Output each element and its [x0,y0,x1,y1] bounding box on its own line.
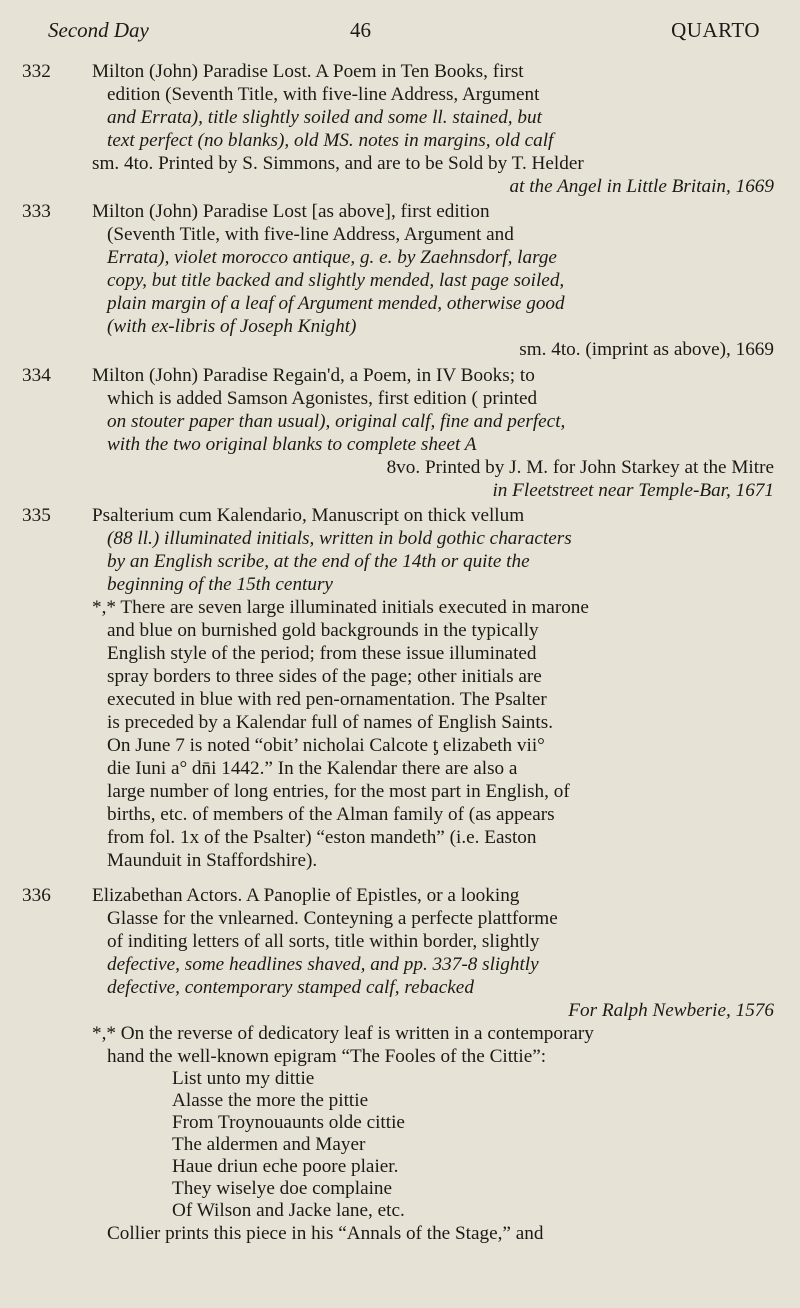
lot-332 [22,60,782,198]
lot-line: beginning of the 15th century [107,574,333,595]
lot-335 [22,504,782,872]
note-line: spray borders to three sides of the page; other initials are [107,666,542,687]
lot-number: 334 [22,365,51,386]
lot-line: text perfect (no blanks), old MS. notes in margins, old calf [107,130,554,151]
lot-334 [22,364,782,502]
note-line: Maunduit in Staffordshire). [107,850,318,871]
header-day: Second Day [48,18,149,42]
lot-line: edition (Seventh Title, with five-line Address, Argument [107,84,540,105]
lot-number: 336 [22,885,51,906]
lot-line: copy, but title backed and slightly mended, last page soiled, [107,270,565,291]
lot-line: (with ex-libris of Joseph Knight) [107,316,357,337]
poem-line: From Troynouaunts olde cittie [172,1112,405,1133]
note-line: births, etc. of members of the Alman family of (as appears [107,804,555,825]
note-line: executed in blue with red pen-ornamentation. The Psalter [107,689,547,710]
lot-number: 332 [22,61,51,82]
poem-line: Haue driun eche poore plaier. [172,1156,399,1177]
lot-line: Glasse for the vnlearned. Conteyning a perfecte plattforme [107,908,558,929]
lot-line: (88 ll.) illuminated initials, written in bold gothic characters [107,528,572,549]
lot-line: Milton (John) Paradise Regain'd, a Poem, in IV Books; to [92,365,535,386]
poem-line: List unto my dittie [172,1068,315,1089]
page-number: 46 [350,18,371,42]
lot-line: and Errata), title slightly soiled and some ll. stained, but [107,107,542,128]
epigram [92,1068,782,1222]
lot-336 [22,884,782,1245]
lot-line: Milton (John) Paradise Lost. A Poem in Ten Books, first [92,61,524,82]
lot-line: defective, some headlines shaved, and pp. 337-8 slightly [107,954,539,975]
running-header [48,18,760,48]
lot-line: Milton (John) Paradise Lost [as above], first edition [92,201,490,222]
note-line: English style of the period; from these issue illuminated [107,643,537,664]
lot-333 [22,200,782,361]
lot-number: 333 [22,201,51,222]
lot-line: plain margin of a leaf of Argument mended, otherwise good [107,293,565,314]
lot-line: by an English scribe, at the end of the 14th or quite the [107,551,530,572]
lot-number: 335 [22,505,51,526]
note-line: large number of long entries, for the most part in English, of [107,781,570,802]
note-line: from fol. 1x of the Psalter) “eston mandeth” (i.e. Easton [107,827,537,848]
note-line: *,* There are seven large illuminated initials executed in marone [92,597,589,618]
lot-line: sm. 4to. (imprint as above), 1669 [519,339,774,360]
lot-line: Psalterium cum Kalendario, Manuscript on thick vellum [92,505,525,526]
lot-line: (Seventh Title, with five-line Address, Argument and [107,224,514,245]
lot-line: in Fleetstreet near Temple-Bar, 1671 [492,480,774,501]
lot-line: sm. 4to. Printed by S. Simmons, and are to be Sold by T. Helder [92,153,584,174]
note-line: and blue on burnished gold backgrounds in the typically [107,620,539,641]
lot-line: 8vo. Printed by J. M. for John Starkey at the Mitre [386,457,774,478]
note-line: hand the well-known epigram “The Fooles of the Cittie”: [107,1046,547,1067]
lot-line: at the Angel in Little Britain, 1669 [509,176,774,197]
lot-line: with the two original blanks to complete sheet A [107,434,477,455]
lot-line: Errata), violet morocco antique, g. e. by Zaehnsdorf, large [107,247,557,268]
lot-line: For Ralph Newberie, 1576 [568,1000,774,1021]
note-line: *,* On the reverse of dedicatory leaf is written in a contemporary [92,1023,594,1044]
note-line: Collier prints this piece in his “Annals of the Stage,” and [107,1223,544,1244]
note-line: die Iuni a° dn̄i 1442.” In the Kalendar there are also a [107,758,518,779]
lot-line: of inditing letters of all sorts, title within border, slightly [107,931,540,952]
lot-line: defective, contemporary stamped calf, rebacked [107,977,474,998]
lot-line: which is added Samson Agonistes, first edition ( printed [107,388,538,409]
poem-line: Alasse the more the pittie [172,1090,369,1111]
lot-line: on stouter paper than usual), original calf, fine and perfect, [107,411,566,432]
header-format: QUARTO [671,18,760,42]
note-line: On June 7 is noted “obit’ nicholai Calcote ƫ elizabeth vii° [107,735,545,756]
note-line: is preceded by a Kalendar full of names of English Saints. [107,712,553,733]
lot-line: Elizabethan Actors. A Panoplie of Epistles, or a looking [92,885,520,906]
poem-line: The aldermen and Mayer [172,1134,366,1155]
poem-line: They wiselye doe complaine [172,1178,393,1199]
poem-line: Of Wilson and Jacke lane, etc. [172,1200,405,1221]
